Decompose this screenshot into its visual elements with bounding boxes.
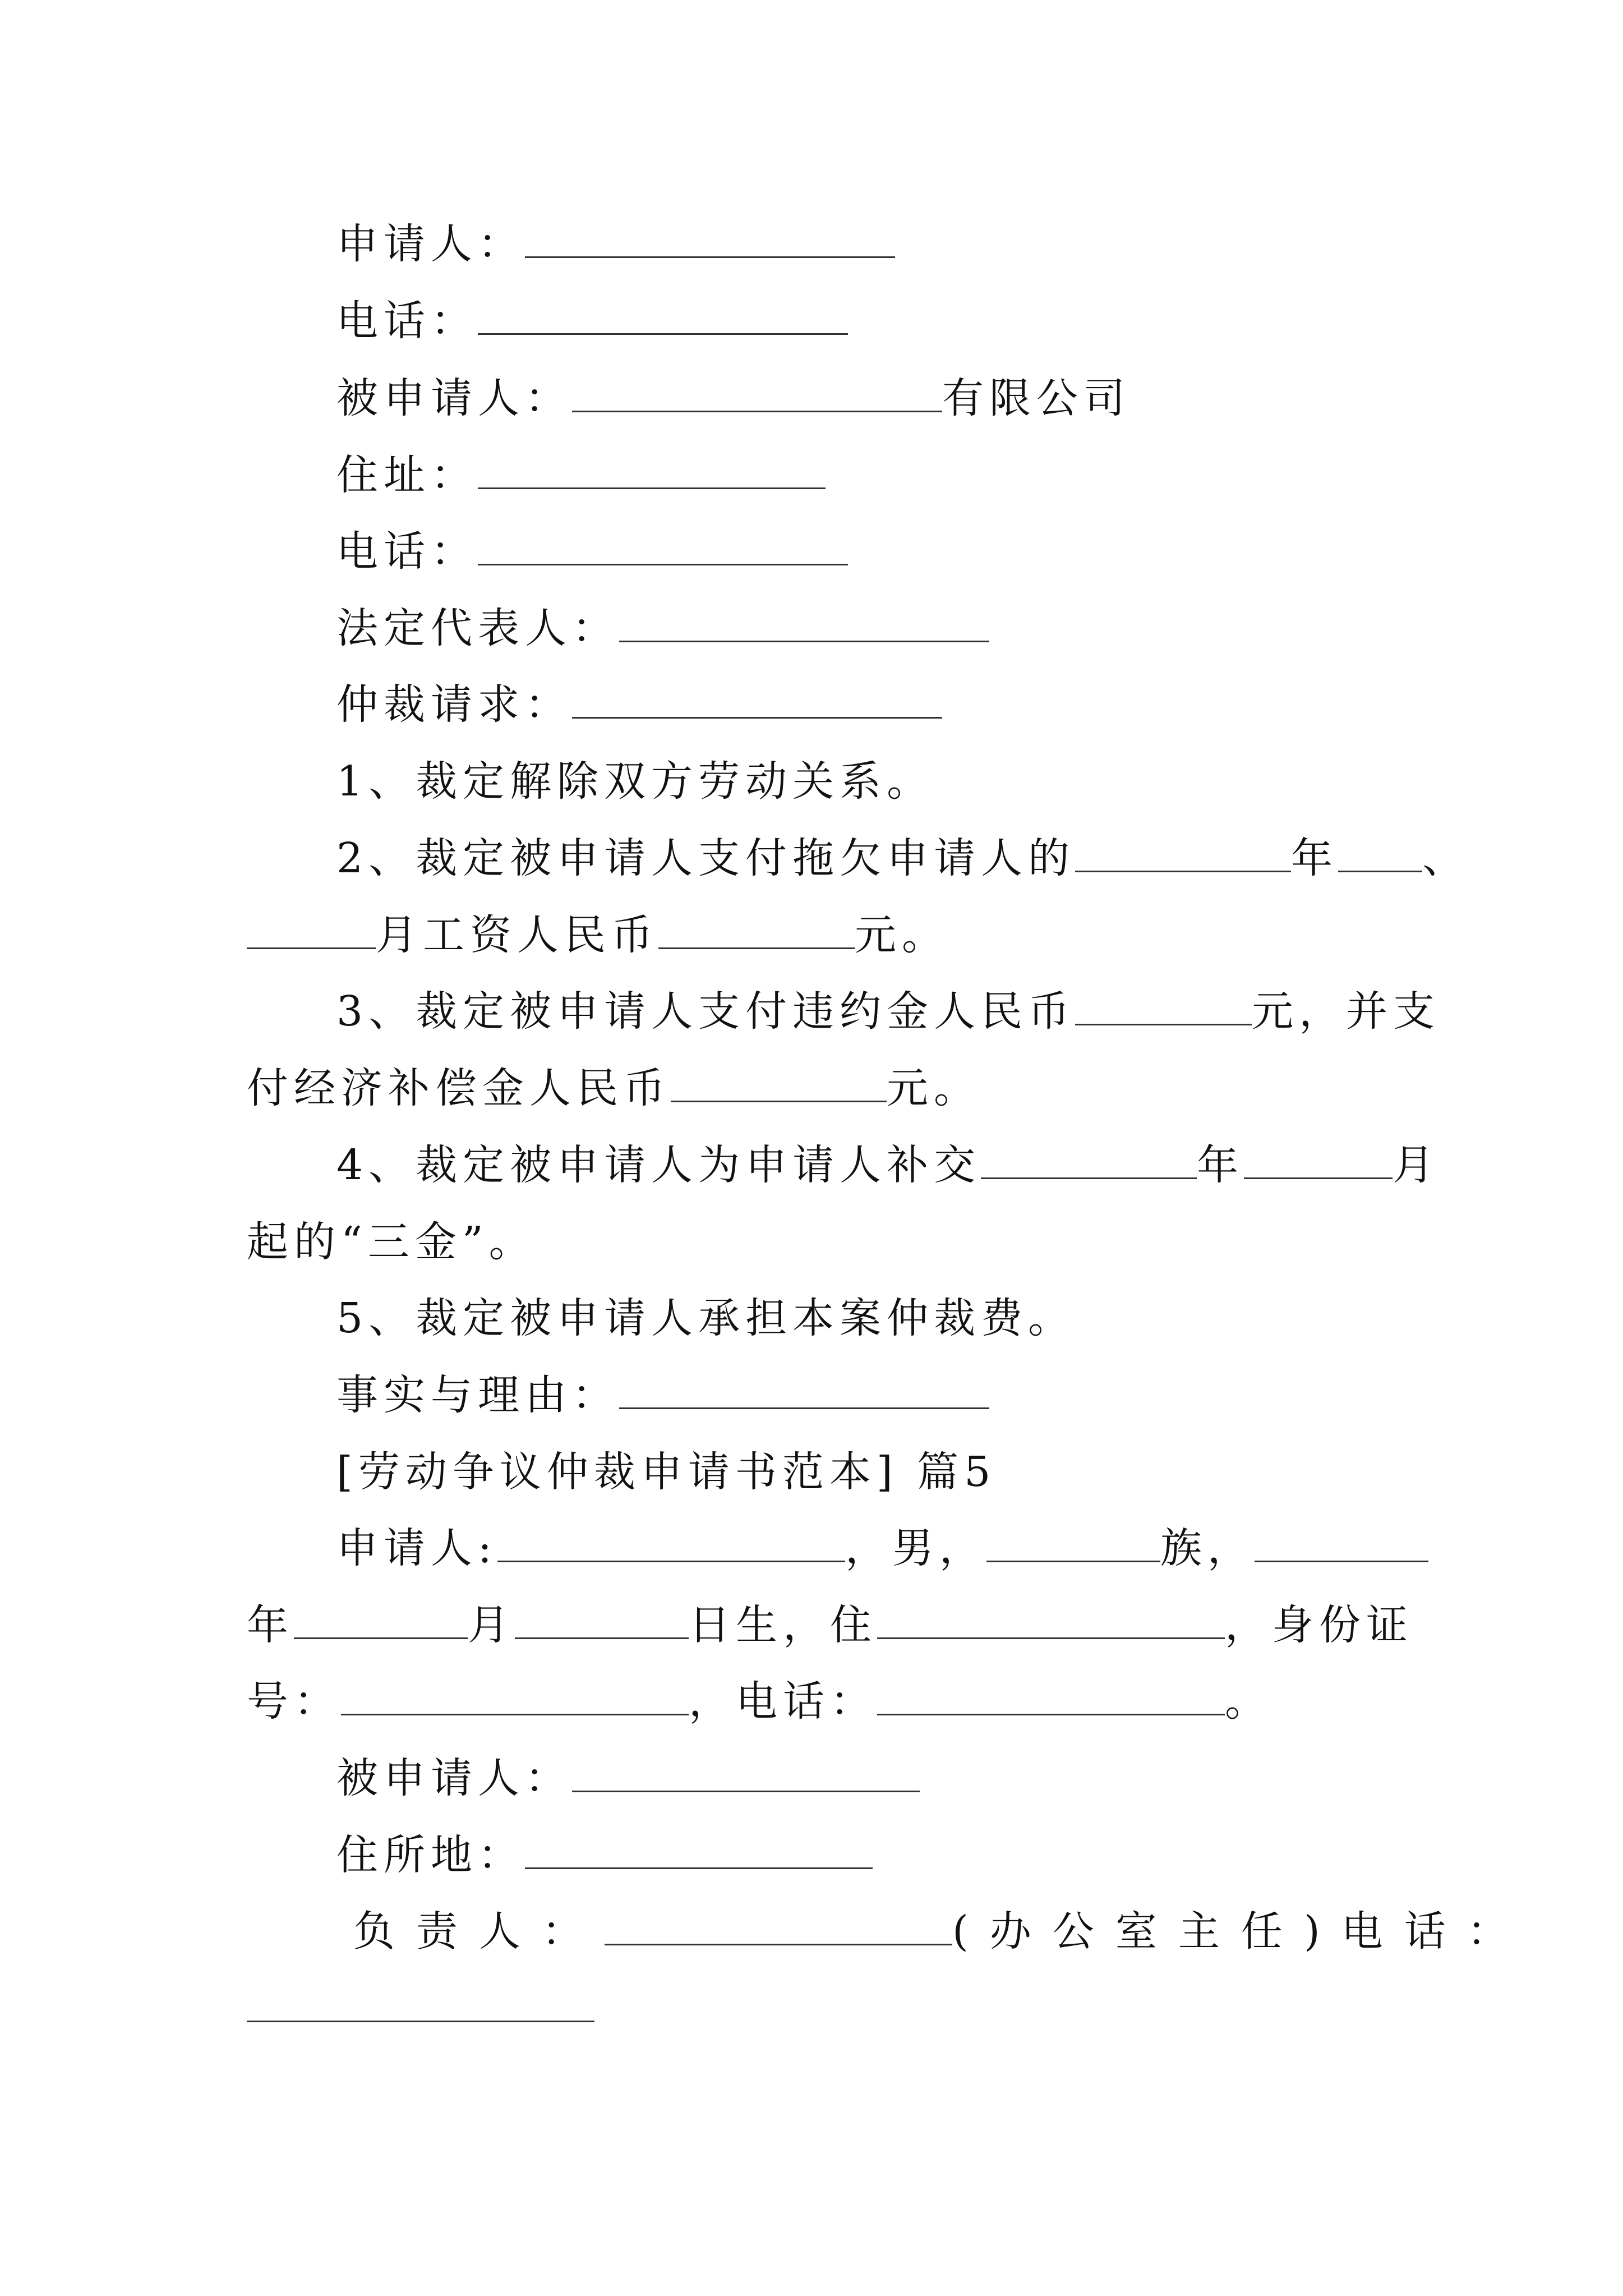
legal-rep-line	[336, 600, 989, 656]
respondent2-blank[interactable]	[572, 1756, 920, 1792]
domicile-line	[336, 1827, 873, 1883]
claim-3-yuan: 元。	[887, 1064, 981, 1112]
principal-phone-line	[247, 1980, 594, 2036]
claim-4-month-label: 月	[1393, 1141, 1440, 1189]
legal-rep-blank[interactable]	[619, 606, 989, 642]
claim-4-month-blank[interactable]	[1244, 1143, 1393, 1179]
address-blank[interactable]	[478, 453, 826, 489]
claim-2-month2-blank[interactable]	[247, 913, 376, 949]
claim-2-month-blank[interactable]	[1338, 836, 1422, 872]
claim-2-wage-text: 月工资人民币	[376, 911, 658, 959]
facts-blank[interactable]	[619, 1373, 989, 1409]
claims-label: 仲裁请求：	[336, 680, 572, 729]
birth-day-blank[interactable]	[515, 1603, 689, 1639]
address-label: 住址：	[336, 451, 478, 499]
applicant2-name-blank[interactable]	[497, 1526, 845, 1562]
respondent2-line	[336, 1750, 920, 1806]
claim-3	[336, 983, 1440, 1039]
id-no-label: 号：	[247, 1677, 341, 1726]
applicant2-id-line	[247, 1673, 1272, 1729]
applicant2-ethnicity-label: 族，	[1160, 1524, 1255, 1572]
applicant2-phone-blank[interactable]	[877, 1679, 1225, 1715]
claim-3-end: 元，并支	[1252, 987, 1441, 1036]
applicant2-ethnicity-blank[interactable]	[986, 1526, 1160, 1562]
residence-blank[interactable]	[877, 1603, 1225, 1639]
facts-line	[336, 1367, 989, 1423]
claim-2-text: 2、裁定被申请人支付拖欠申请人的	[336, 834, 1076, 882]
claim-5	[336, 1290, 1075, 1346]
claim-2-cont	[247, 907, 949, 963]
respondent2-label: 被申请人：	[336, 1754, 572, 1802]
principal-blank[interactable]	[605, 1909, 952, 1945]
id-label: ，身份证	[1225, 1601, 1413, 1649]
claim-3-cont-text: 付经济补偿金人民币	[247, 1064, 671, 1112]
legal-rep-label: 法定代表人：	[336, 604, 619, 652]
applicant2-end: 。	[1225, 1677, 1272, 1726]
principal-mid: (办公室主任)电话：	[952, 1907, 1530, 1955]
applicant2-gender: ，男，	[845, 1524, 986, 1572]
company-suffix: 有限公司	[942, 374, 1131, 422]
claim-4-year-label: 年	[1197, 1141, 1244, 1189]
claim-3-cont	[247, 1060, 981, 1116]
section-heading	[336, 1444, 996, 1500]
claim-4-year-blank[interactable]	[981, 1143, 1197, 1179]
principal-line	[353, 1903, 1530, 1959]
domicile-label: 住所地：	[336, 1831, 525, 1879]
applicant2-year-blank[interactable]	[1255, 1526, 1428, 1562]
claim-5-text: 5、裁定被申请人承担本案仲裁费。	[336, 1294, 1076, 1342]
applicant2-line	[336, 1520, 1428, 1576]
claim-4-cont-text: 起的“三金”。	[247, 1218, 536, 1266]
claim-2-end: 、	[1422, 834, 1470, 882]
birth-month-blank[interactable]	[294, 1603, 468, 1639]
claim-2-amount-blank[interactable]	[658, 913, 855, 949]
claim-3-penalty-blank[interactable]	[1075, 989, 1252, 1025]
applicant-blank[interactable]	[525, 222, 895, 258]
claims-blank[interactable]	[572, 682, 942, 719]
claim-2-year-blank[interactable]	[1075, 836, 1291, 872]
claim-4-cont	[247, 1214, 536, 1270]
id-no-blank[interactable]	[341, 1679, 689, 1715]
domicile-blank[interactable]	[525, 1833, 873, 1869]
claim-1	[336, 753, 934, 809]
respondent-blank[interactable]	[572, 376, 942, 412]
phone-blank[interactable]	[478, 298, 848, 335]
claim-2-year-label: 年	[1291, 834, 1339, 882]
respondent-phone-label: 电话：	[336, 527, 478, 576]
principal-phone-blank[interactable]	[247, 1986, 594, 2022]
birth-month-label: 月	[468, 1601, 515, 1649]
applicant-label: 申请人：	[336, 220, 525, 268]
respondent-label: 被申请人：	[336, 374, 572, 422]
claim-1-text: 1、裁定解除双方劳动关系。	[336, 757, 934, 806]
respondent-phone-line	[336, 523, 848, 579]
applicant2-label: 申请人:	[336, 1524, 497, 1572]
birth-year-label: 年	[247, 1601, 294, 1649]
address-line	[336, 447, 826, 503]
phone-line	[336, 293, 848, 349]
applicant-line	[336, 216, 895, 272]
respondent-phone-blank[interactable]	[478, 529, 848, 565]
claim-3-compensation-blank[interactable]	[671, 1066, 887, 1102]
facts-label: 事实与理由：	[336, 1371, 619, 1419]
applicant2-birth-line	[247, 1597, 1413, 1653]
claim-2-yuan: 元。	[855, 911, 949, 959]
applicant2-phone-label: ，电话：	[689, 1677, 877, 1726]
claim-2	[336, 830, 1469, 886]
respondent-line	[336, 370, 1131, 426]
claims-line	[336, 677, 942, 733]
claim-4	[336, 1137, 1440, 1193]
section-heading-text: [劳动争议仲裁申请书范本] 篇5	[336, 1448, 997, 1496]
principal-label: 负责人：	[353, 1907, 605, 1955]
birth-day-label: 日生，住	[689, 1601, 877, 1649]
claim-3-text: 3、裁定被申请人支付违约金人民币	[336, 987, 1076, 1036]
phone-label: 电话：	[336, 297, 478, 345]
claim-4-text: 4、裁定被申请人为申请人补交	[336, 1141, 981, 1189]
